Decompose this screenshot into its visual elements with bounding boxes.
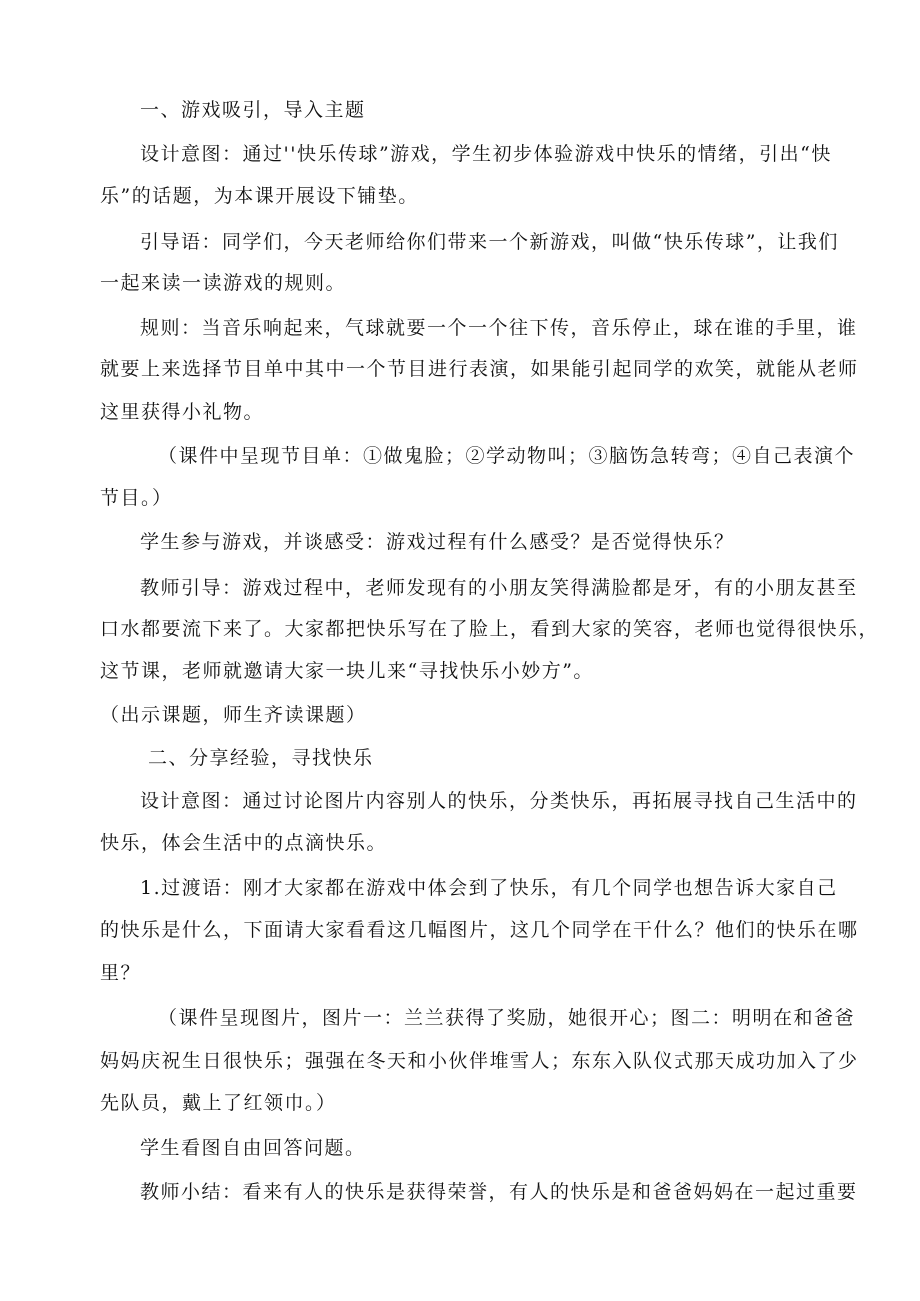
paragraph-line: 口水都要流下来了。大家都把快乐写在了脸上，看到大家的笑容，老师也觉得很快乐，	[100, 618, 880, 640]
paragraph-line: 一起来读一读游戏的规则。	[100, 272, 347, 294]
paragraph-line: 教师小结：看来有人的快乐是获得荣誉，有人的快乐是和爸爸妈妈在一起过重要	[140, 1181, 858, 1203]
paragraph-line: （课件呈现图片，图片一：兰兰获得了奖励，她很开心；图二：明明在和爸爸	[158, 1007, 856, 1029]
paragraph-line: 引导语：同学们，今天老师给你们带来一个新游戏，叫做“快乐传球”，让我们	[140, 231, 839, 253]
paragraph-line: 学生参与游戏，并谈感受：游戏过程有什么感受？是否觉得快乐？	[140, 531, 735, 553]
paragraph-line: 快乐，体会生活中的点滴快乐。	[100, 832, 388, 854]
paragraph-line: 设计意图：通过''快乐传球”游戏，学生初步体验游戏中快乐的情绪，引出“快	[140, 143, 832, 165]
paragraph-line: 这里获得小礼物。	[100, 401, 265, 423]
heading-section-1: 一、游戏吸引，导入主题	[140, 99, 366, 121]
paragraph-line: 先队员，戴上了红领巾。）	[100, 1092, 337, 1114]
paragraph-line: 里？	[100, 962, 142, 984]
paragraph-line: 节目。）	[100, 487, 173, 509]
paragraph-line: 1.过渡语：刚才大家都在游戏中体会到了快乐，有几个同学也想告诉大家自己	[140, 877, 838, 899]
paragraph-line: 学生看图自由回答问题。	[140, 1137, 366, 1159]
paragraph-line: 教师引导：游戏过程中，老师发现有的小朋友笑得满脸都是牙，有的小朋友甚至	[140, 577, 858, 599]
heading-section-2: 二、分享经验，寻找快乐	[148, 747, 374, 769]
paragraph-line: 的快乐是什么，下面请大家看看这几幅图片，这几个同学在干什么？他们的快乐在哪	[100, 919, 859, 941]
paragraph-line: 设计意图：通过讨论图片内容别人的快乐，分类快乐，再拓展寻找自己生活中的	[140, 790, 858, 812]
paragraph-line: （出示课题，师生齐读课题）	[100, 704, 367, 726]
paragraph-line: 妈妈庆祝生日很快乐；强强在冬天和小伙伴堆雪人；东东入队仪式那天成功加入了少	[100, 1050, 859, 1072]
paragraph-line: 就要上来选择节目单中其中一个节目进行表演，如果能引起同学的欢笑，就能从老师	[100, 358, 859, 380]
paragraph-line: 这节课，老师就邀请大家一块儿来“寻找快乐小妙方”。	[100, 660, 594, 682]
paragraph-line: （课件中呈现节目单：①做鬼脸；②学动物叫；③脑饬急转弯；④自己表演个	[158, 445, 856, 467]
paragraph-line: 规则：当音乐响起来，气球就要一个一个往下传，音乐停止，球在谁的手里，谁	[140, 317, 858, 339]
paragraph-line: 乐”的话题，为本课开展设下铺垫。	[100, 185, 419, 207]
